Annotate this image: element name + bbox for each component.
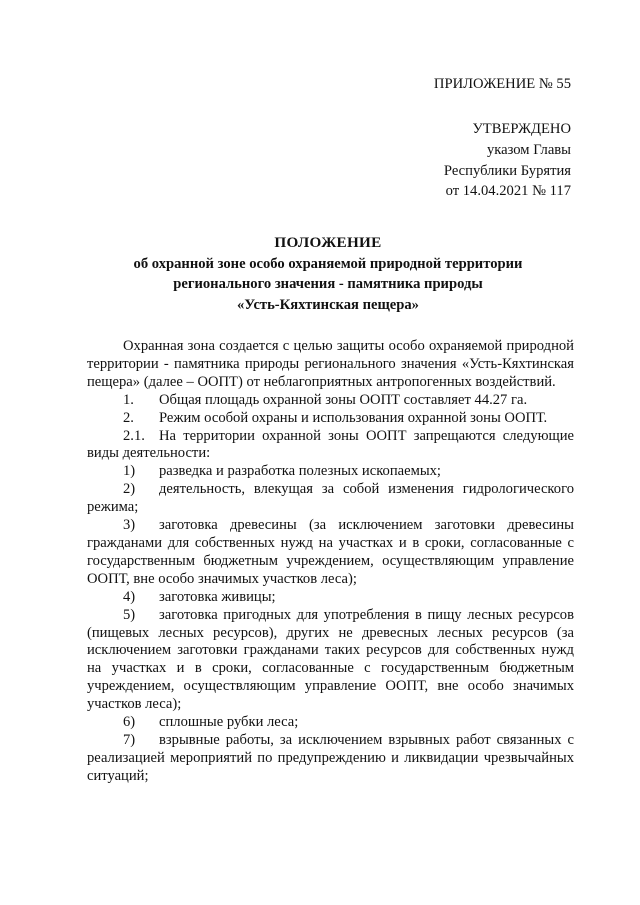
title-line: об охранной зоне особо охраняемой природной территории <box>133 255 523 272</box>
appendix-number: ПРИЛОЖЕНИЕ № 55 <box>433 76 571 92</box>
document-body <box>87 338 574 786</box>
list-item <box>87 589 574 607</box>
title-heading: ПОЛОЖЕНИЕ <box>274 234 382 251</box>
approval-line: указом Главы <box>486 141 571 158</box>
title-line: регионального значения - памятника природы <box>173 276 483 292</box>
list-item <box>87 481 574 517</box>
item-text: Общая площадь охранной зоны ООПТ составляет 44.27 га. <box>159 391 528 408</box>
list-item <box>87 732 574 786</box>
item-number: 1) <box>123 463 136 480</box>
list-item <box>87 607 574 714</box>
approval-line: Республики Бурятия <box>443 162 571 179</box>
item-text: сплошные рубки леса; <box>159 714 299 731</box>
item-number: 5) <box>123 606 136 623</box>
list-item <box>87 410 574 428</box>
item-number: 3) <box>123 517 136 534</box>
approval-stamp <box>444 119 571 202</box>
approval-line: от 14.04.2021 № 117 <box>445 183 571 200</box>
item-text: заготовка живицы; <box>159 588 276 605</box>
item-text: заготовка пригодных для употребления в пищу лесных ресурсов (пищевых лесных ресурсов), других не древесных лесных ресурсов (за исключением заготовки гражданами таких ресурсов для собственных нужд на участках и в сроки, согласованные с государственным бюджетным учреждением, осуществляющим управление ООПТ, вне особо значимых участков леса); <box>87 606 574 713</box>
item-number: 2.1. <box>123 427 145 444</box>
item-text: разведка и разработка полезных ископаемых; <box>159 463 441 480</box>
list-item <box>87 517 574 589</box>
item-number: 2) <box>123 481 136 498</box>
item-text: Режим особой охраны и использования охранной зоны ООПТ. <box>159 409 548 426</box>
item-number: 1. <box>123 391 134 408</box>
item-text: заготовка древесины (за исключением заготовки древесины гражданами для собственных нужд на участках и в сроки, согласованные с государственным бюджетным учреждением, осуществляющим управление ООПТ, вне особо значимых участков леса); <box>87 517 574 587</box>
list-item <box>87 392 574 410</box>
item-text: взрывные работы, за исключением взрывных работ связанных с реализацией мероприятий по предупреждению и ликвидации чрезвычайных ситуаций; <box>87 731 574 784</box>
item-text: На территории охранной зоны ООПТ запрещаются следующие виды деятельности: <box>87 427 574 462</box>
title-line: «Усть-Кяхтинская пещера» <box>237 296 419 313</box>
item-number: 7) <box>123 731 136 748</box>
list-item <box>87 428 574 464</box>
approval-line: УТВЕРЖДЕНО <box>472 121 571 137</box>
list-item <box>87 463 574 481</box>
list-item <box>87 714 574 732</box>
item-number: 4) <box>123 588 136 605</box>
item-number: 2. <box>123 409 134 426</box>
item-number: 6) <box>123 714 136 731</box>
item-text: деятельность, влекущая за собой изменения гидрологического режима; <box>87 481 574 516</box>
intro-paragraph: Охранная зона создается с целью защиты особо охраняемой природной территории - памятника природы регионального значения «Усть-Кяхтинская пещера» (далее – ООПТ) от неблагоприятных антропогенных воздействий. <box>87 338 574 390</box>
document-title <box>80 233 576 315</box>
